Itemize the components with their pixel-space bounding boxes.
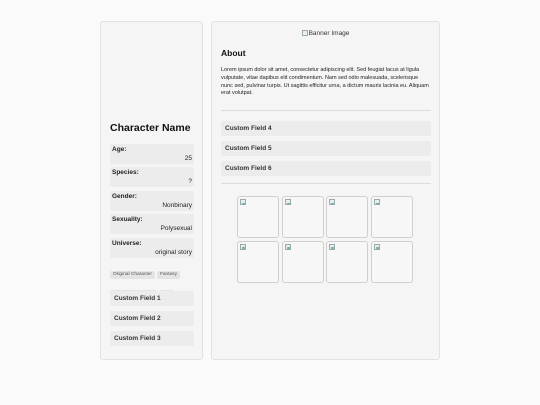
gallery-thumbnail[interactable] bbox=[237, 196, 279, 238]
character-name: Character Name bbox=[110, 122, 191, 134]
custom-field-6: Custom Field 6 bbox=[221, 161, 431, 176]
tag[interactable]: Original Character bbox=[110, 271, 155, 279]
divider bbox=[221, 110, 431, 111]
broken-image-icon bbox=[329, 244, 335, 250]
gallery-thumbnail[interactable] bbox=[282, 241, 324, 283]
image-gallery bbox=[237, 196, 413, 283]
stat-age bbox=[110, 144, 194, 164]
stat-label: Gender: bbox=[112, 193, 137, 200]
custom-field-5: Custom Field 5 bbox=[221, 141, 431, 156]
gallery-thumbnail[interactable] bbox=[282, 196, 324, 238]
broken-image-icon bbox=[374, 244, 380, 250]
stat-value: original story bbox=[155, 249, 192, 256]
gallery-thumbnail[interactable] bbox=[371, 241, 413, 283]
banner-image bbox=[212, 30, 439, 37]
stat-value: Polysexual bbox=[160, 225, 192, 232]
banner-alt-text: Banner Image bbox=[308, 30, 350, 37]
stat-species bbox=[110, 167, 194, 187]
broken-image-icon bbox=[285, 199, 291, 205]
stat-label: Universe: bbox=[112, 240, 142, 247]
gallery-thumbnail[interactable] bbox=[237, 241, 279, 283]
stat-gender bbox=[110, 191, 194, 211]
stat-value: ? bbox=[188, 178, 192, 185]
stat-label: Species: bbox=[112, 169, 139, 176]
divider bbox=[221, 183, 431, 184]
custom-field-2: Custom Field 2 bbox=[110, 311, 194, 326]
broken-image-icon bbox=[374, 199, 380, 205]
about-heading: About bbox=[221, 48, 246, 58]
stat-value: Nonbinary bbox=[162, 202, 192, 209]
broken-image-icon bbox=[302, 30, 308, 36]
tag[interactable]: Fantasy bbox=[157, 271, 180, 279]
gallery-thumbnail[interactable] bbox=[326, 241, 368, 283]
custom-field-3: Custom Field 3 bbox=[110, 331, 194, 346]
custom-field-4: Custom Field 4 bbox=[221, 121, 431, 136]
broken-image-icon bbox=[240, 244, 246, 250]
about-text: Lorem ipsum dolor sit amet, consectetur adipiscing elit. Sed feugiat lacus at ligula vulputate, vitae dapibus elit condimentum. Nam sed odio malesuada, scelerisque nunc sed, pulvinar turpis. Ut sagittis efficitur urna, a dictum mauris lacinia eu. Aliquam erat volutpat. bbox=[221, 67, 429, 97]
custom-field-1: Custom Field 1 bbox=[110, 291, 194, 306]
gallery-thumbnail[interactable] bbox=[326, 196, 368, 238]
stat-sexuality bbox=[110, 214, 194, 234]
stat-universe bbox=[110, 238, 194, 258]
stat-value: 25 bbox=[184, 155, 192, 162]
broken-image-icon bbox=[329, 199, 335, 205]
main-panel bbox=[211, 21, 440, 360]
character-sidebar bbox=[100, 21, 203, 360]
stat-label: Age: bbox=[112, 146, 127, 153]
stat-label: Sexuality: bbox=[112, 216, 143, 223]
broken-image-icon bbox=[240, 199, 246, 205]
gallery-thumbnail[interactable] bbox=[371, 196, 413, 238]
broken-image-icon bbox=[285, 244, 291, 250]
